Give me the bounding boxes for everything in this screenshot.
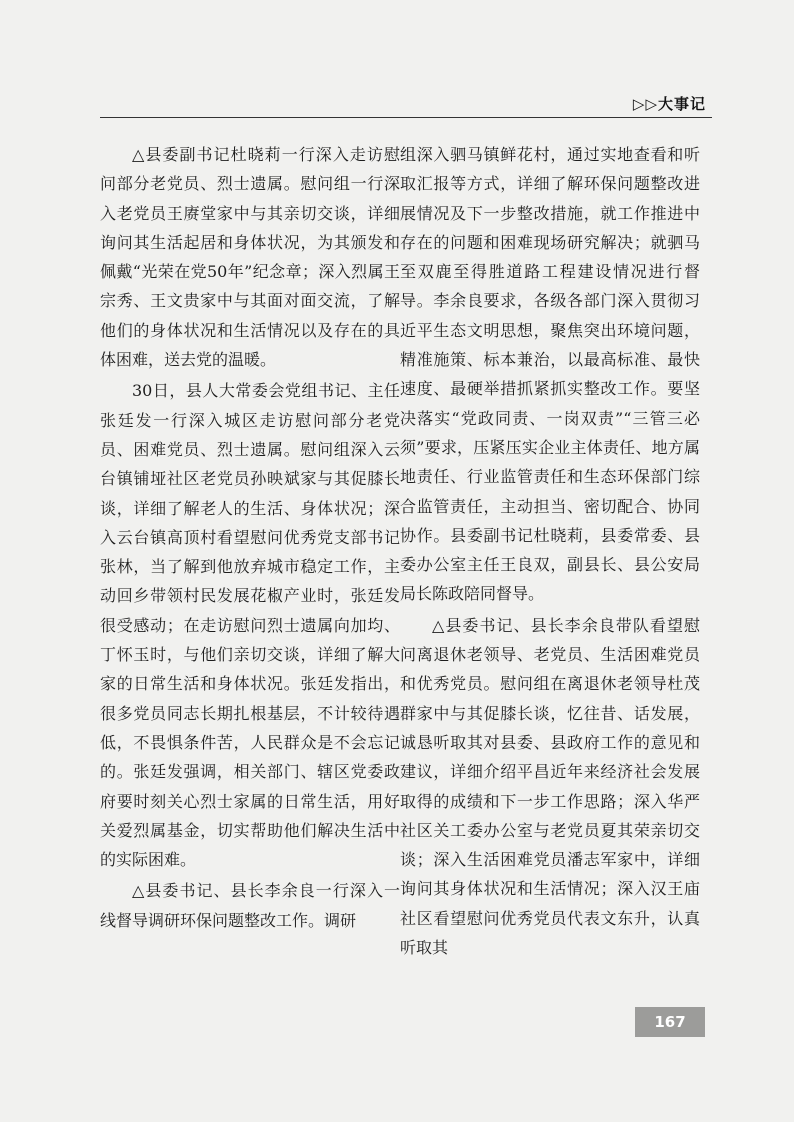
paragraph: △县委书记、县长李余良一行深入一线督导调研环保问题整改工作。调研 <box>100 881 400 930</box>
right-column <box>400 140 700 964</box>
paragraph: △县委副书记杜晓莉一行深入走访慰问部分老党员、烈士遗属。慰问组一行深入老党员王赓堂家中与其亲切交谈，详细询问其生活起居和身体状况，为其颁发和佩戴“光荣在党50年”纪念章；深入烈属王宗秀、王文贵家中与其面对面交流，了解他们的身体状况和生活情况以及存在的具体困难，送去党的温暖。 <box>100 145 400 370</box>
page-number: 167 <box>635 1007 705 1037</box>
paragraph: △县委书记、县长李余良带队看望慰问离退休老领导、老党员、生活困难党员和优秀党员。慰问组在离退休老领导杜茂群家中与其促膝长谈，忆往昔、话发展，诚恳听取其对县委、县政府工作的意见和建议，详细介绍平昌近年来经济社会发展取得的成绩和下一步工作思路；深入华严社区关工委办公室与老党员夏其荣亲切交谈；深入生活困难党员潘志军家中，详细询问其身体状况和生活情况；深入汉王庙社区看望慰问优秀党员代表文东升，认真听取其 <box>400 615 700 958</box>
paragraph-continued: 组深入驷马镇鲜花村，通过实地查看和听取汇报等方式，详细了解环保问题整改进展情况及下一步整改措施，就工作推进中存在的问题和困难现场研究解决；就驷马至双鹿至得胜道路工程建设情况进行督导。李余良要求，各级各部门深入贯彻习近平生态文明思想，聚焦突出环境问题，精准施策、标本兼治，以最高标准、最快速度、最硬举措抓紧抓实整改工作。要坚决落实“党政同责、一岗双责”“三管三必须”要求，压紧压实企业主体责任、地方属地责任、行业监管责任和生态环保部门综合监管责任，主动担当、密切配合、协同协作。县委副书记杜晓莉，县委常委、县委办公室主任王良双，副县长、县公安局局长陈政陪同督导。 <box>400 145 700 604</box>
header-rule <box>100 117 712 118</box>
section-label: ▷▷大事记 <box>632 95 706 113</box>
paragraph: 30日，县人大常委会党组书记、主任张廷发一行深入城区走访慰问部分老党员、困难党员、烈士遗属。慰问组深入云台镇铺垭社区老党员孙映斌家与其促膝长谈，详细了解老人的生活、身体状况；深入云台镇高顶村看望慰问优秀党支部书记张林，当了解到他放弃城市稳定工作，主动回乡带领村民发展花椒产业时，张廷发很受感动；在走访慰问烈士遗属向加均、丁怀玉时，与他们亲切交谈，详细了解大家的日常生活和身体状况。张廷发指出，很多党员同志长期扎根基层，不计较待遇低，不畏惧条件苦，人民群众是不会忘记的。张廷发强调，相关部门、辖区党委政府要时刻关心烈士家属的日常生活，用好关爱烈属基金，切实帮助他们解决生活中的实际困难。 <box>100 381 400 870</box>
left-column <box>100 140 400 937</box>
